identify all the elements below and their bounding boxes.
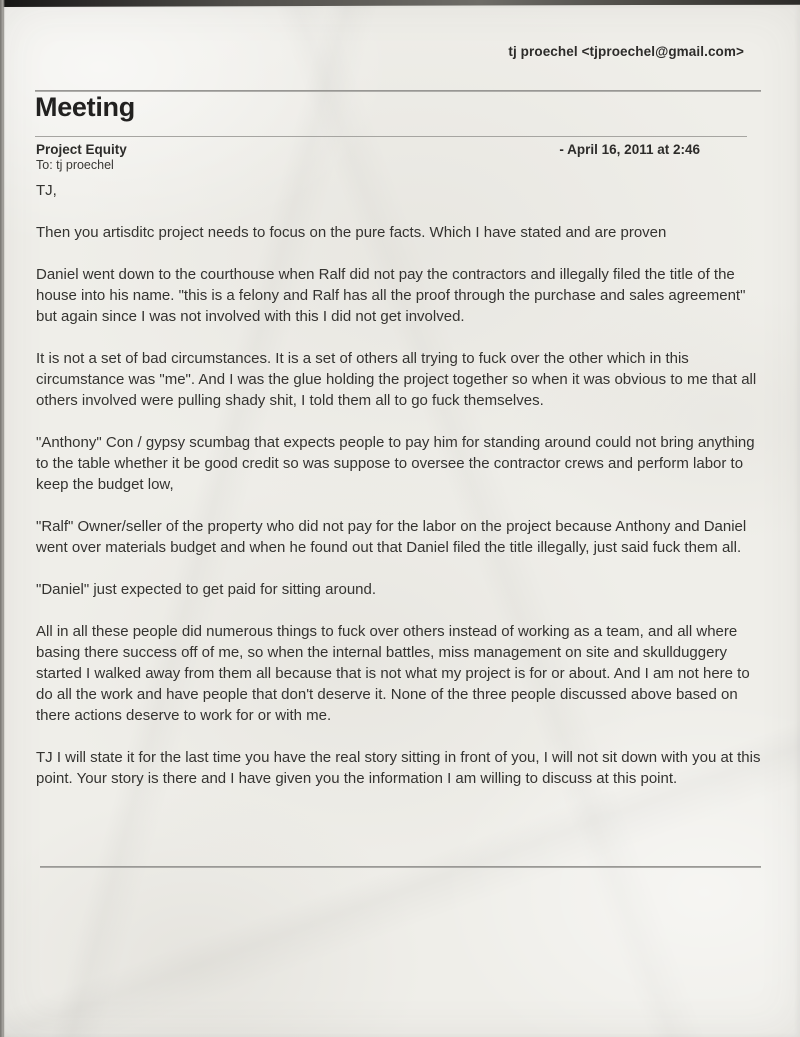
salutation: TJ, — [36, 182, 57, 199]
subject-title: Meeting — [35, 92, 135, 122]
body-paragraph: Then you artisditc project needs to focus on the pure facts. Which I have stated and are proven — [36, 224, 667, 241]
sender-name: Project Equity — [36, 142, 127, 157]
body-paragraph: TJ I will state it for the last time you have the real story sitting in front of you, I will not sit down with you at this point. Your story is there and I have given you the information I am willing to discuss at this point. — [36, 749, 761, 787]
body-paragraph: It is not a set of bad circumstances. It is a set of others all trying to fuck over the other which in this circumstance was "me". And I was the glue holding the project together so when it was obvious to me that all others involved were pulling shady shit, I told them all to go fuck themselves. — [36, 350, 757, 409]
email-body — [36, 180, 763, 810]
account-email: tj proechel <tjproechel@gmail.com> — [508, 44, 744, 59]
body-paragraph: "Anthony" Con / gypsy scumbag that expects people to pay him for standing around could not bring anything to the table whether it be good credit so was suppose to oversee the contractor crews and perform labor to keep the budget low, — [36, 434, 755, 493]
scan-left-edge — [0, 0, 5, 1037]
recipient-line: To: tj proechel — [36, 158, 114, 172]
date-line: - April 16, 2011 at 2:46 — [559, 142, 700, 157]
header-divider-top — [35, 90, 761, 92]
body-paragraph: "Daniel" just expected to get paid for sitting around. — [36, 581, 377, 598]
body-paragraph: "Ralf" Owner/seller of the property who did not pay for the labor on the project because Anthony and Daniel went over materials budget and when he found out that Daniel filed the title illegally, just said fuck them all. — [36, 518, 747, 556]
body-paragraph: Daniel went down to the courthouse when Ralf did not pay the contractors and illegally filed the title of the house into his name. "this is a felony and Ralf has all the proof through the purchase and sales agreement" but again since I was not involved with this I did not get involved. — [36, 266, 746, 325]
body-paragraph: All in all these people did numerous things to fuck over others instead of working as a team, and all where basing there success off of me, so when the internal battles, miss management on site and skullduggery started I walked away from them all because that is not what my project is for or about. And I am not here to do all the work and have people that don't deserve it. None of the three people discussed above based on there actions deserve to work for or with me. — [36, 623, 750, 724]
footer-divider — [40, 866, 761, 868]
header-divider-bottom — [35, 136, 747, 137]
